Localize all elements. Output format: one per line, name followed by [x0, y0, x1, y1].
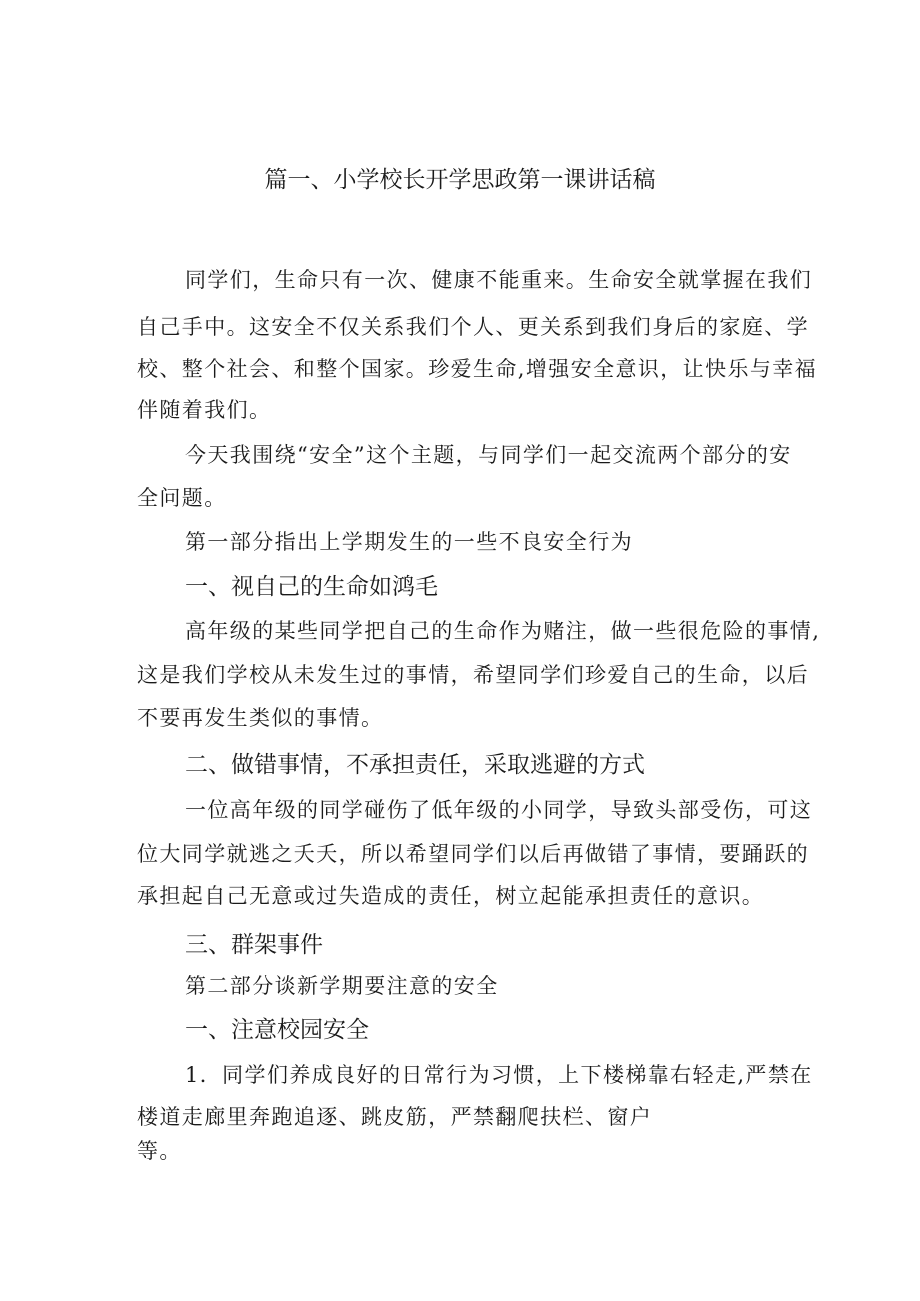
- paragraph-5-line-1: 一位高年级的同学碰伤了低年级的小同学，导致头部受伤，可这: [185, 798, 813, 822]
- section-heading-4: 一、注意校园安全: [185, 1017, 369, 1043]
- paragraph-4-line-2: 这是我们学校从未发生过的事情，希望同学们珍爱自己的生命，以后: [137, 663, 809, 687]
- paragraph-6: 第二部分谈新学期要注意的安全: [185, 974, 499, 998]
- document-title: 篇一、小学校长开学思政第一课讲话稿: [264, 167, 656, 193]
- paragraph-2-line-2: 全问题。: [137, 486, 227, 510]
- paragraph-1-line-3: 校、整个社会、和整个国家。珍爱生命,增强安全意识，让快乐与幸福: [137, 357, 818, 381]
- paragraph-7-line-1: 1．同学们养成良好的日常行为习惯，上下楼梯靠右轻走,严禁在: [185, 1063, 813, 1087]
- paragraph-5-line-3: 承担起自己无意或过失造成的责任，树立起能承担责任的意识。: [137, 884, 765, 908]
- paragraph-7-line-3: 等。: [137, 1139, 182, 1163]
- section-heading-2: 二、做错事情，不承担责任，采取逃避的方式: [185, 752, 645, 778]
- paragraph-5-line-2: 位大同学就逃之夭夭，所以希望同学们以后再做错了事情，要踊跃的: [137, 842, 809, 866]
- paragraph-2-line-1: 今天我围绕“安全”这个主题，与同学们一起交流两个部分的安: [185, 443, 792, 467]
- paragraph-1-line-1: 同学们，生命只有一次、健康不能重来。生命安全就掌握在我们: [185, 268, 813, 292]
- paragraph-7-line-2: 楼道走廊里奔跑追逐、跳皮筋，严禁翻爬扶栏、窗户: [137, 1105, 653, 1129]
- paragraph-1-line-2: 自己手中。这安全不仅关系我们个人、更关系到我们身后的家庭、学: [137, 315, 809, 339]
- section-heading-1: 一、视自己的生命如鸿毛: [185, 574, 438, 600]
- paragraph-4-line-1: 高年级的某些同学把自己的生命作为赌注，做一些很危险的事情,: [185, 619, 821, 643]
- section-heading-3: 三、群架事件: [185, 932, 323, 958]
- paragraph-3: 第一部分指出上学期发生的一些不良安全行为: [185, 530, 633, 554]
- paragraph-4-line-3: 不要再发生类似的事情。: [137, 706, 384, 730]
- paragraph-1-line-4: 伴随着我们。: [137, 398, 272, 422]
